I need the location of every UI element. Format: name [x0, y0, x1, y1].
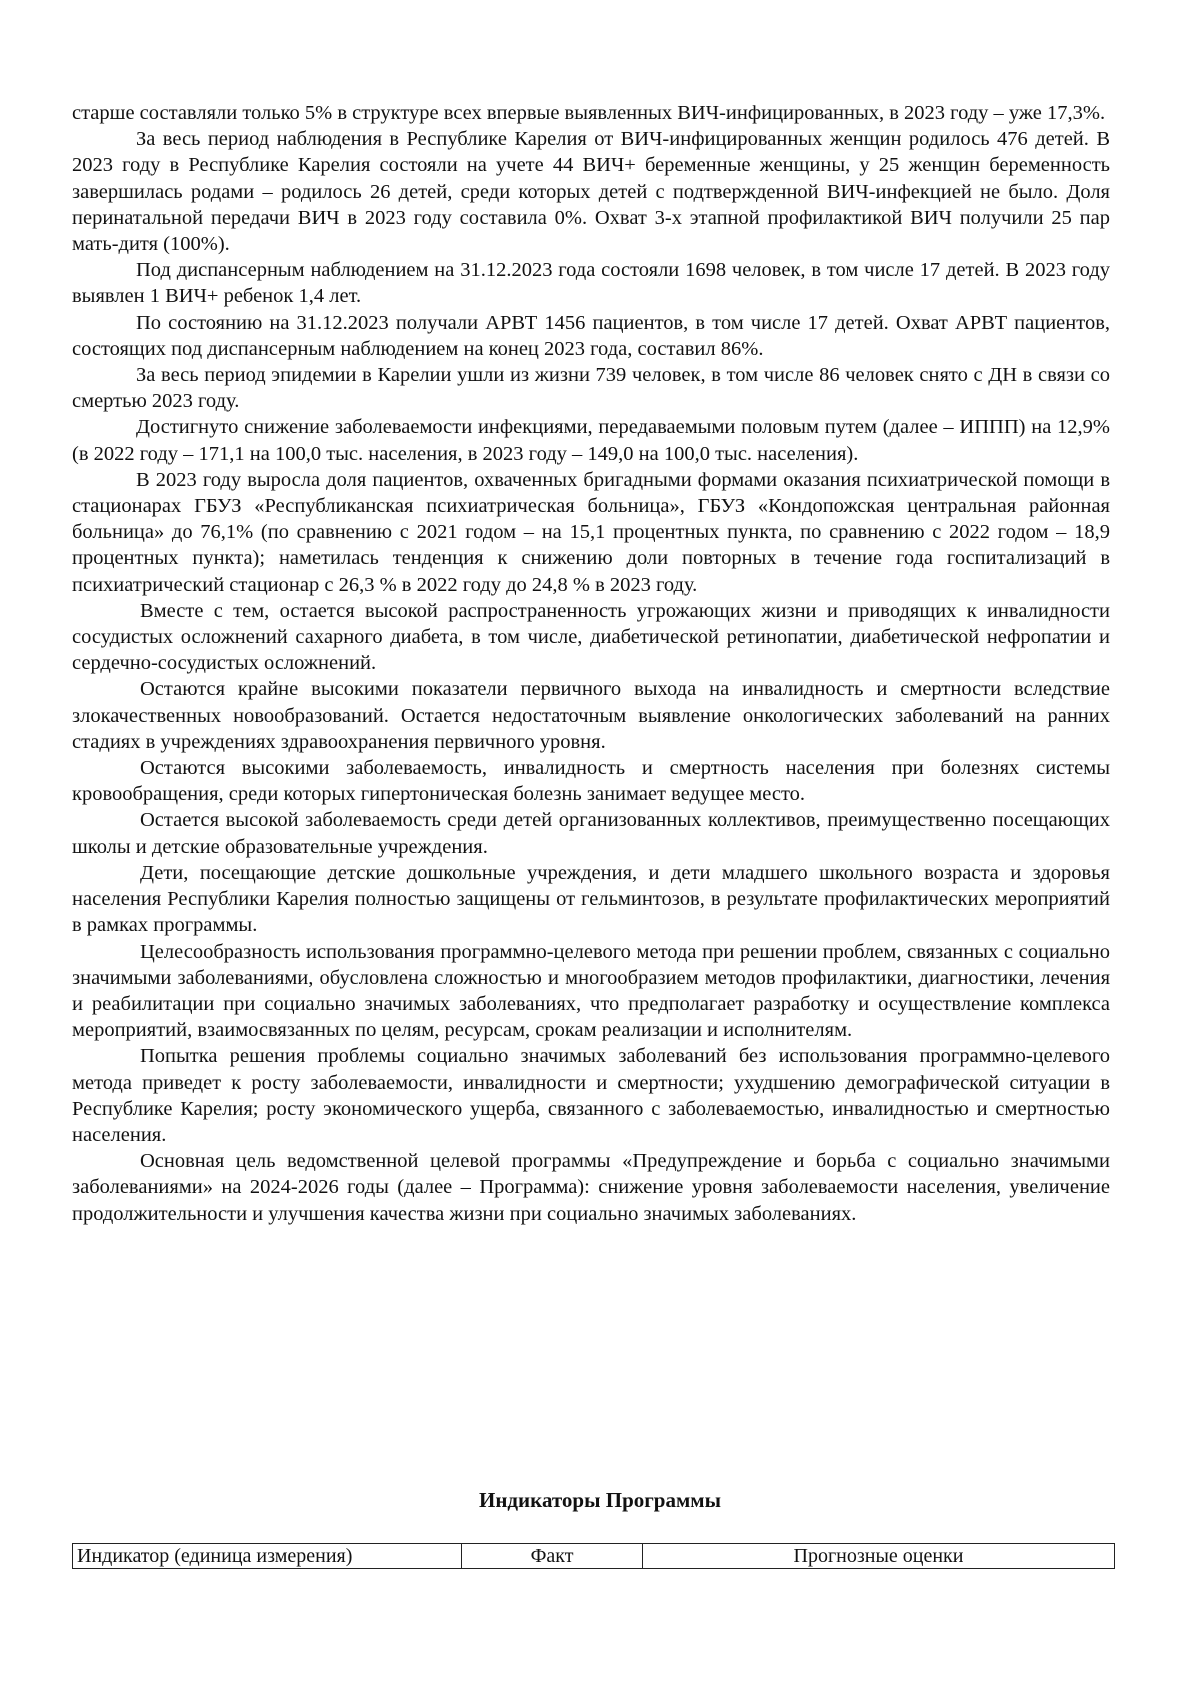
- paragraph: Остаются крайне высокими показатели первичного выхода на инвалидность и смертности вследствие злокачественных новообразований. Остается недостаточным выявление онкологических заболеваний на ранних стадиях в учреждениях здравоохранения первичного уровня.: [72, 678, 1110, 753]
- paragraph: По состоянию на 31.12.2023 получали АРВТ 1456 пациентов, в том числе 17 детей. Охват АРВТ пациентов, состоящих под диспансерным наблюдением на конец 2023 года, составил 86%.: [72, 311, 1110, 360]
- indicators-table: [72, 1543, 1115, 1569]
- paragraph: В 2023 году выросла доля пациентов, охваченных бригадными формами оказания психиатрической помощи в стационарах ГБУЗ «Республиканская психиатрическая больница», ГБУЗ «Кондопожская центральная районная больница» до 76,1% (по сравнению с 2021 годом – на 15,1 процентных пункта, по сравнению с 2022 годом – 18,9 процентных пункта); наметилась тенденция к снижению доли повторных в течение года госпитализаций в психиатрический стационар с 26,3 % в 2022 году до 24,8 % в 2023 году.: [72, 468, 1110, 596]
- paragraph: Остается высокой заболеваемость среди детей организованных коллективов, преимущественно посещающих школы и детские образовательные учреждения.: [72, 809, 1110, 858]
- paragraph: Целесообразность использования программно-целевого метода при решении проблем, связанных с социально значимыми заболеваниями, обусловлена сложностью и многообразием методов профилактики, диагностики, лечения и реабилитации при социально значимых заболеваниях, что предполагает разработку и осуществление комплекса мероприятий, взаимосвязанных по целям, ресурсам, срокам реализации и исполнителям.: [72, 940, 1110, 1042]
- paragraph: Дети, посещающие детские дошкольные учреждения, и дети младшего школьного возраста и здоровья населения Республики Карелия полностью защищены от гельминтозов, в результате профилактических мероприятий в рамках программы.: [72, 861, 1110, 937]
- paragraph: Попытка решения проблемы социально значимых заболеваний без использования программно-целевого метода приведет к росту заболеваемости, инвалидности и смертности; ухудшению демографической ситуации в Республике Карелия; росту экономического ущерба, связанного с заболеваемостью, инвалидностью и смертностью населения.: [72, 1045, 1110, 1146]
- document-body: [72, 100, 1110, 1227]
- paragraph: Достигнуто снижение заболеваемости инфекциями, передаваемыми половым путем (далее – ИППП) на 12,9% (в 2022 году – 171,1 на 100,0 тыс. населения, в 2023 году – 149,0 на 100,0 тыс. населения).: [72, 416, 1110, 465]
- paragraph: За весь период эпидемии в Карелии ушли из жизни 739 человек, в том числе 86 человек снято с ДН в связи со смертью 2023 году.: [72, 364, 1110, 413]
- paragraph: Остаются высокими заболеваемость, инвалидность и смертность населения при болезнях системы кровообращения, среди которых гипертоническая болезнь занимает ведущее место.: [72, 757, 1110, 806]
- paragraph: За весь период наблюдения в Республике Карелия от ВИЧ-инфицированных женщин родилось 476 детей. В 2023 году в Республике Карелия состояли на учете 44 ВИЧ+ беременные женщины, у 25 женщин беременность завершилась родами – родилось 26 детей, среди которых детей с подтвержденной ВИЧ-инфекцией не было. Доля перинатальной передачи ВИЧ в 2023 году составила 0%. Охват 3-х этапной профилактикой ВИЧ получили 25 пар мать-дитя (100%).: [72, 128, 1110, 256]
- paragraph: Основная цель ведомственной целевой программы «Предупреждение и борьба с социально значимыми заболеваниями» на 2024-2026 годы (далее – Программа): снижение уровня заболеваемости населения, увеличение продолжительности и улучшения качества жизни при социально значимых заболеваниях.: [72, 1150, 1110, 1225]
- table-header-row: [73, 1544, 1115, 1569]
- table-header-cell: Индикатор (единица измерения): [73, 1544, 462, 1569]
- table-header-cell: Прогнозные оценки: [643, 1544, 1115, 1569]
- section-heading: Индикаторы Программы: [479, 1488, 721, 1512]
- paragraph: старше составляли только 5% в структуре всех впервые выявленных ВИЧ-инфицированных, в 2023 году – уже 17,3%.: [72, 102, 1106, 124]
- table-header-cell: Факт: [462, 1544, 643, 1569]
- paragraph: Под диспансерным наблюдением на 31.12.2023 года состояли 1698 человек, в том числе 17 детей. В 2023 году выявлен 1 ВИЧ+ ребенок 1,4 лет.: [72, 259, 1110, 308]
- paragraph: Вместе с тем, остается высокой распространенность угрожающих жизни и приводящих к инвалидности сосудистых осложнений сахарного диабета, в том числе, диабетической ретинопатии, диабетической нефропатии и сердечно-сосудистых осложнений.: [72, 599, 1110, 675]
